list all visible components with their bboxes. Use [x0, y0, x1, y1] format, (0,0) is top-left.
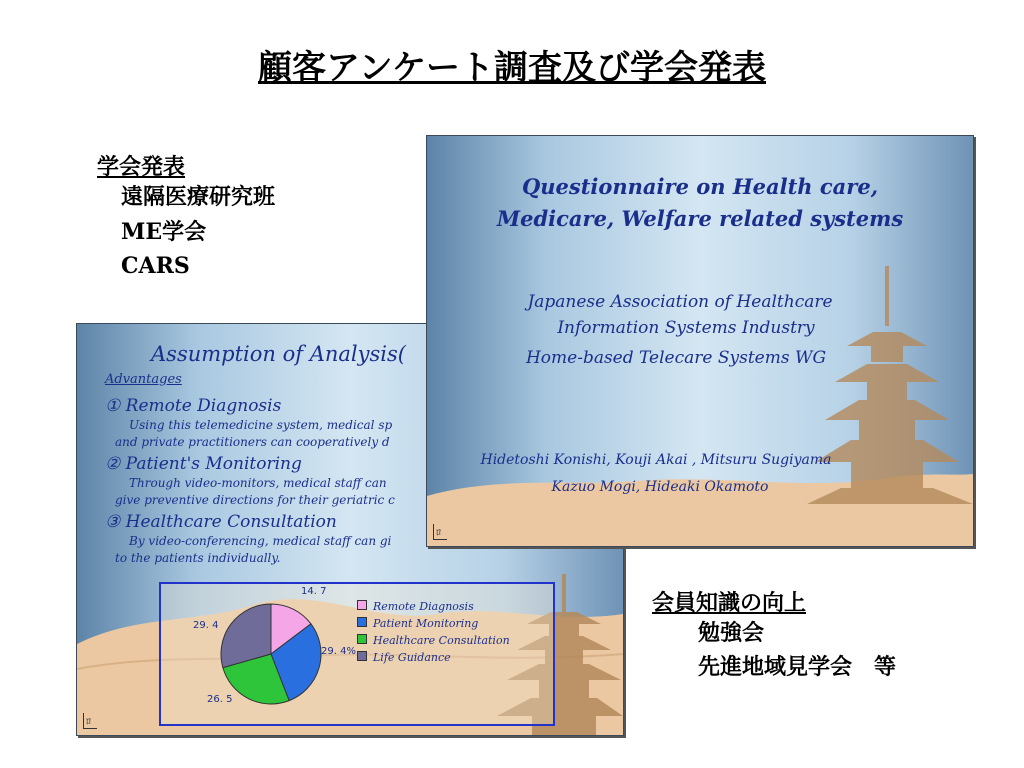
pie-value-label: 14. 7	[301, 586, 327, 597]
point2-title: ② Patient's Monitoring	[105, 454, 302, 474]
title-slide-org: Japanese Association of Healthcare	[527, 292, 833, 312]
point3-text: By video-conferencing, medical staff can gi	[129, 534, 392, 548]
member-knowledge-improvement	[652, 586, 896, 685]
pie-chart-box	[159, 582, 555, 726]
slide-corner-mark: ﾛ	[83, 713, 97, 729]
point1-title: ① Remote Diagnosis	[105, 396, 282, 416]
pie-value-label: 29. 4%	[321, 646, 356, 657]
conference-item: 遠隔医療研究班	[121, 185, 276, 210]
legend-item: Remote Diagnosis	[357, 598, 510, 615]
analysis-slide-title: Assumption of Analysis(	[151, 342, 406, 366]
title-slide-thumbnail	[426, 135, 974, 547]
member-knowledge-item: 勉強会	[698, 621, 765, 646]
point2-text: Through video-monitors, medical staff can	[129, 476, 387, 490]
legend-item: Patient Monitoring	[357, 615, 510, 632]
pie-value-label: 26. 5	[207, 694, 233, 705]
conference-item: CARS	[121, 253, 190, 279]
legend-item: Healthcare Consultation	[357, 632, 510, 649]
conference-heading: 学会発表	[97, 155, 186, 180]
conference-presentations	[97, 150, 275, 283]
title-slide-heading: Questionnaire on Health care,	[521, 174, 879, 199]
title-slide-wg: Home-based Telecare Systems WG	[525, 348, 827, 368]
conference-item: ME学会	[121, 219, 207, 245]
pie-legend	[357, 598, 510, 666]
title-slide-authors: Kazuo Mogi, Hideaki Okamoto	[551, 479, 769, 495]
point1-text: and private practitioners can cooperatively d	[115, 435, 390, 449]
advantages-label: Advantages	[105, 372, 182, 387]
legend-swatch	[357, 651, 367, 661]
member-knowledge-item: 先進地域見学会 等	[698, 655, 897, 680]
title-slide-authors: Hidetoshi Konishi, Kouji Akai , Mitsuru Sugiyama	[480, 452, 832, 468]
legend-swatch	[357, 600, 367, 610]
title-slide-heading: Medicare, Welfare related systems	[496, 206, 904, 231]
point3-title: ③ Healthcare Consultation	[105, 512, 337, 532]
point1-text: Using this telemedicine system, medical sp	[129, 418, 393, 432]
point3-text: to the patients individually.	[115, 551, 281, 565]
title-slide-org: Information Systems Industry	[557, 318, 815, 338]
pie-value-label: 29. 4	[193, 620, 219, 631]
point2-text: give preventive directions for their geriatric c	[115, 493, 395, 507]
slide-corner-mark: ﾛ	[433, 524, 447, 540]
legend-swatch	[357, 617, 367, 627]
legend-swatch	[357, 634, 367, 644]
page-title: 顧客アンケート調査及び学会発表	[258, 48, 766, 88]
member-knowledge-heading: 会員知識の向上	[652, 591, 807, 616]
legend-item: Life Guidance	[357, 649, 510, 666]
